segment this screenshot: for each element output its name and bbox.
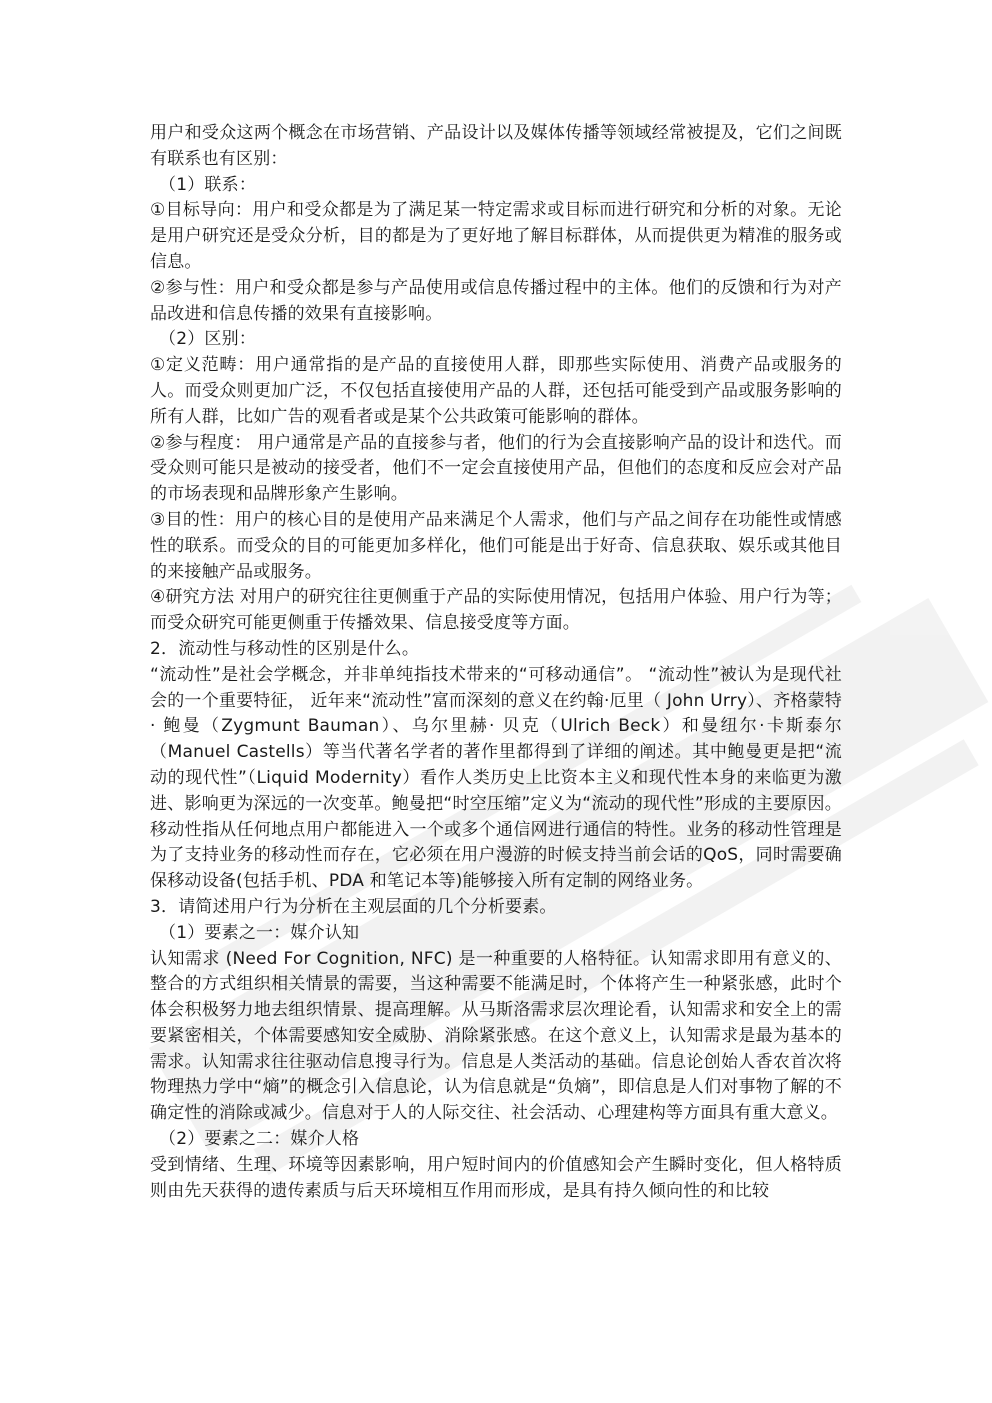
paragraph: 认知需求 (Need For Cognition, NFC) 是一种重要的人格特征。认知需求即用有意义的、整合的方式组织相关情景的需要，当这种需要不能满足时，个体将产生一种紧张感，此时个体会积极努力地去组织情景、提高理解。从马斯洛需求层次理论看，认知需求和安全上的需要紧密相关，个体需要感知安全威胁、消除紧张感。在这个意义上，认知需求是最为基本的需求。认知需求往往驱动信息搜寻行为。信息是人类活动的基础。信息论创始人香农首次将物理热力学中“熵”的概念引入信息论，认为信息就是“负熵”，即信息是人们对事物了解的不确定性的消除或减少。信息对于人的人际交往、社会活动、心理建构等方面具有重大意义。	[150, 948, 842, 1124]
section-heading: （2）区别：	[159, 329, 257, 350]
section-heading: （2）要素之二：媒介人格	[159, 1129, 360, 1150]
document-body	[150, 121, 842, 1204]
paragraph: ②参与性：用户和受众都是参与产品使用或信息传播过程中的主体。他们的反馈和行为对产品改进和信息传播的效果有直接影响。	[150, 277, 842, 324]
paragraph: ③目的性：用户的核心目的是使用产品来满足个人需求，他们与产品之间存在功能性或情感性的联系。而受众的目的可能更加多样化，他们可能是出于好奇、信息获取、娱乐或其他目的来接触产品或服务。	[150, 509, 842, 582]
paragraph: ①目标导向：用户和受众都是为了满足某一特定需求或目标而进行研究和分析的对象。无论是用户研究还是受众分析，目的都是为了更好地了解目标群体，从而提供更为精准的服务或信息。	[150, 200, 842, 272]
paragraph: ④研究方法 对用户的研究往往更侧重于产品的实际使用情况，包括用户体验、用户行为等；而受众研究可能更侧重于传播效果、信息接受度等方面。	[150, 587, 842, 634]
question-heading: 3．请简述用户行为分析在主观层面的几个分析要素。	[150, 896, 557, 917]
paragraph: 用户和受众这两个概念在市场营销、产品设计以及媒体传播等领域经常被提及，它们之间既有联系也有区别：	[150, 123, 842, 169]
paragraph: “流动性”是社会学概念，并非单纯指技术带来的“可移动通信”。 “流动性”被认为是现代社会的一个重要特征， 近年来“流动性”富而深刻的意义在约翰·厄里（ John Urry）、齐格蒙特· 鲍曼（Zygmunt Bauman）、乌尔里赫· 贝克（Ulrich Beck）和曼纽尔·卡斯泰尔（Manuel Castells）等当代著名学者的著作里都得到了详细的阐述。其中鲍曼更是把“流动的现代性”（Liquid Modernity）看作人类历史上比资本主义和现代性本身的来临更为激进、影响更为深远的一次变革。鲍曼把“时空压缩”定义为“流动的现代性”形成的主要原因。移动性指从任何地点用户都能进入一个或多个通信网进行通信的特性。业务的移动性管理是为了支持业务的移动性而存在，它必须在用户漫游的时候支持当前会话的QoS，同时需要确保移动设备(包括手机、PDA 和笔记本等)能够接入所有定制的网络业务。	[150, 664, 842, 892]
section-heading: （1）联系：	[159, 174, 257, 195]
question-heading: 2．流动性与移动性的区别是什么。	[150, 638, 420, 659]
paragraph: ②参与程度： 用户通常是产品的直接参与者，他们的行为会直接影响产品的设计和迭代。而受众则可能只是被动的接受者，他们不一定会直接使用产品，但他们的态度和反应会对产品的市场表现和品牌形象产生影响。	[150, 432, 842, 505]
section-heading: （1）要素之一：媒介认知	[159, 922, 360, 943]
paragraph: 受到情绪、生理、环境等因素影响，用户短时间内的价值感知会产生瞬时变化，但人格特质则由先天获得的遗传素质与后天环境相互作用而形成，是具有持久倾向性的和比较	[150, 1154, 842, 1201]
paragraph: ①定义范畴：用户通常指的是产品的直接使用人群，即那些实际使用、消费产品或服务的人。而受众则更加广泛，不仅包括直接使用产品的人群，还包括可能受到产品或服务影响的所有人群，比如广告的观看者或是某个公共政策可能影响的群体。	[150, 355, 842, 427]
